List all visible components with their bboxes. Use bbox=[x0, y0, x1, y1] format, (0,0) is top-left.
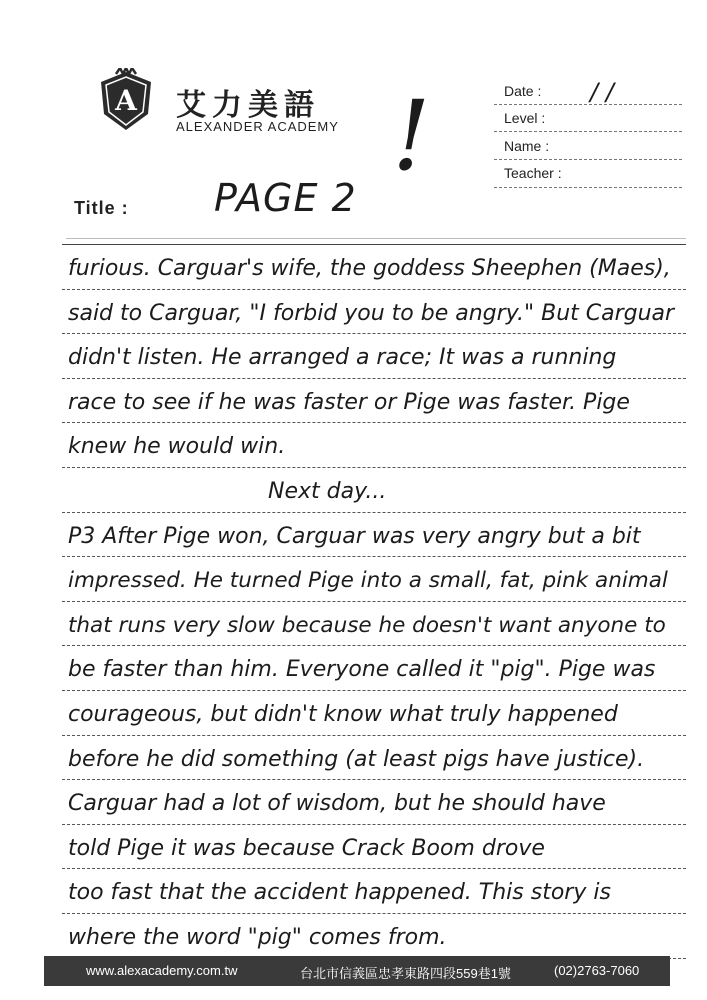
handwritten-line: impressed. He turned Pige into a small, fat, pink animal bbox=[68, 568, 668, 594]
name-line bbox=[494, 159, 682, 160]
ruled-line bbox=[62, 868, 686, 869]
ruled-line bbox=[62, 824, 686, 825]
ruled-line bbox=[62, 779, 686, 780]
ruled-line bbox=[62, 512, 686, 513]
ruled-line bbox=[62, 735, 686, 736]
ruled-line bbox=[62, 244, 686, 245]
handwritten-line: didn't listen. He arranged a race; It was a running bbox=[68, 345, 617, 371]
handwritten-line: knew he would win. bbox=[68, 434, 286, 460]
handwritten-line: furious. Carguar's wife, the goddess Sheephen (Maes), bbox=[68, 256, 671, 281]
ruled-line bbox=[62, 913, 686, 914]
level-label: Level : bbox=[504, 110, 546, 126]
handwritten-line: P3 After Pige won, Carguar was very angry but a bit bbox=[68, 523, 641, 549]
ruled-line bbox=[62, 645, 686, 646]
handwritten-line: Carguar had a lot of wisdom, but he should have bbox=[68, 791, 606, 817]
ruled-line bbox=[62, 289, 686, 290]
exclamation-mark: ! bbox=[392, 80, 431, 192]
brand-english-name: ALEXANDER ACADEMY bbox=[176, 119, 339, 134]
brand-chinese-name: 艾力美語 bbox=[176, 88, 320, 123]
footer-phone: (02)2763-7060 bbox=[554, 963, 640, 978]
ruled-line bbox=[62, 690, 686, 691]
handwritten-line: race to see if he was faster or Pige was faster. Pige bbox=[68, 389, 630, 415]
ruled-line bbox=[62, 378, 686, 379]
handwritten-line: said to Carguar, "I forbid you to be angry." But Carguar bbox=[68, 300, 675, 326]
title-label: Title : bbox=[74, 198, 129, 218]
teacher-label: Teacher : bbox=[504, 165, 562, 181]
svg-text:A: A bbox=[115, 84, 137, 117]
teacher-line bbox=[494, 187, 682, 188]
ruled-line bbox=[62, 556, 686, 557]
date-value: / / bbox=[590, 78, 614, 106]
ruled-line bbox=[62, 333, 686, 334]
handwritten-line: be faster than him. Everyone called it "pig". Pige was bbox=[68, 657, 656, 683]
handwritten-line: too fast that the accident happened. This story is bbox=[68, 880, 611, 906]
handwritten-line: before he did something (at least pigs have justice). bbox=[68, 746, 645, 772]
footer-address: 台北市信義區忠孝東路四段559巷1號 bbox=[300, 966, 511, 981]
ruled-line bbox=[62, 422, 686, 423]
academy-crest-icon bbox=[96, 68, 156, 134]
handwritten-line: that runs very slow because he doesn't want anyone to bbox=[68, 612, 666, 638]
handwritten-line: courageous, but didn't know what truly happened bbox=[68, 702, 618, 727]
handwritten-line: told Pige it was because Crack Boom drove bbox=[68, 835, 545, 861]
level-line bbox=[494, 131, 682, 132]
footer-website: www.alexacademy.com.tw bbox=[86, 963, 238, 978]
handwritten-line: Next day... bbox=[268, 479, 387, 504]
handwritten-line: where the word "pig" comes from. bbox=[68, 925, 447, 950]
title-rule bbox=[66, 238, 686, 239]
ruled-line bbox=[62, 467, 686, 468]
date-label: Date : bbox=[504, 83, 542, 99]
date-line bbox=[494, 104, 682, 105]
title-value: PAGE 2 bbox=[214, 176, 357, 220]
footer-bar bbox=[44, 956, 670, 986]
ruled-line bbox=[62, 601, 686, 602]
name-label: Name : bbox=[504, 138, 550, 154]
